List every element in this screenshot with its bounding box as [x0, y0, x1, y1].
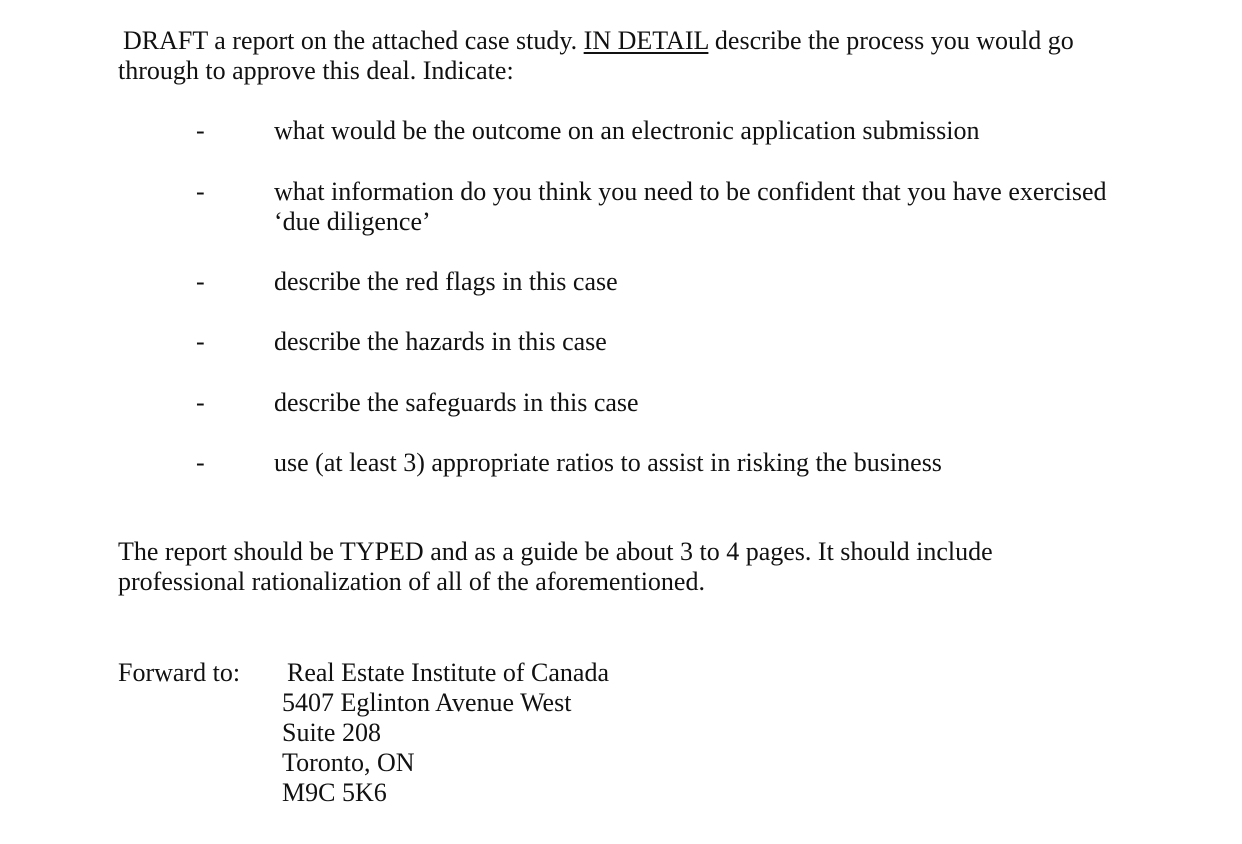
address-line: Real Estate Institute of Canada [287, 658, 610, 687]
bullet-text: what information do you think you need to be confident that you have exercised ‘due diligence’ [274, 177, 1107, 236]
in-detail-emphasis: IN DETAIL [583, 26, 709, 55]
closing-line-2: professional rationalization of all of the aforementioned. [118, 567, 705, 596]
bullet-text: what would be the outcome on an electronic application submission [274, 116, 980, 145]
forward-label: Forward to: [118, 658, 241, 687]
bullet-text: describe the safeguards in this case [274, 388, 639, 417]
bullet-dash: - [196, 448, 205, 477]
closing-line-1: The report should be TYPED and as a guide be about 3 to 4 pages. It should include [118, 537, 993, 566]
address-line: M9C 5K6 [282, 778, 387, 807]
intro-paragraph [118, 26, 1198, 86]
intro-line-1 [118, 26, 1198, 56]
bullet-dash: - [196, 267, 205, 296]
bullet-dash: - [196, 116, 205, 145]
bullet-text: describe the hazards in this case [274, 327, 607, 356]
bullet-text: describe the red flags in this case [274, 267, 618, 296]
bullet-text: use (at least 3) appropriate ratios to assist in risking the business [274, 448, 942, 477]
intro-text-end: describe the process you would go [708, 26, 1074, 55]
address-line: Suite 208 [282, 718, 381, 747]
intro-text-start: DRAFT a report on the attached case study. [123, 26, 584, 55]
intro-line-2: through to approve this deal. Indicate: [118, 56, 514, 85]
bullet-dash: - [196, 327, 205, 356]
bullet-dash: - [196, 388, 205, 417]
address-line: 5407 Eglinton Avenue West [282, 688, 572, 717]
closing-paragraph [118, 537, 1118, 597]
address-line: Toronto, ON [282, 748, 415, 777]
mailing-address [282, 658, 609, 808]
bullet-dash: - [196, 177, 205, 206]
